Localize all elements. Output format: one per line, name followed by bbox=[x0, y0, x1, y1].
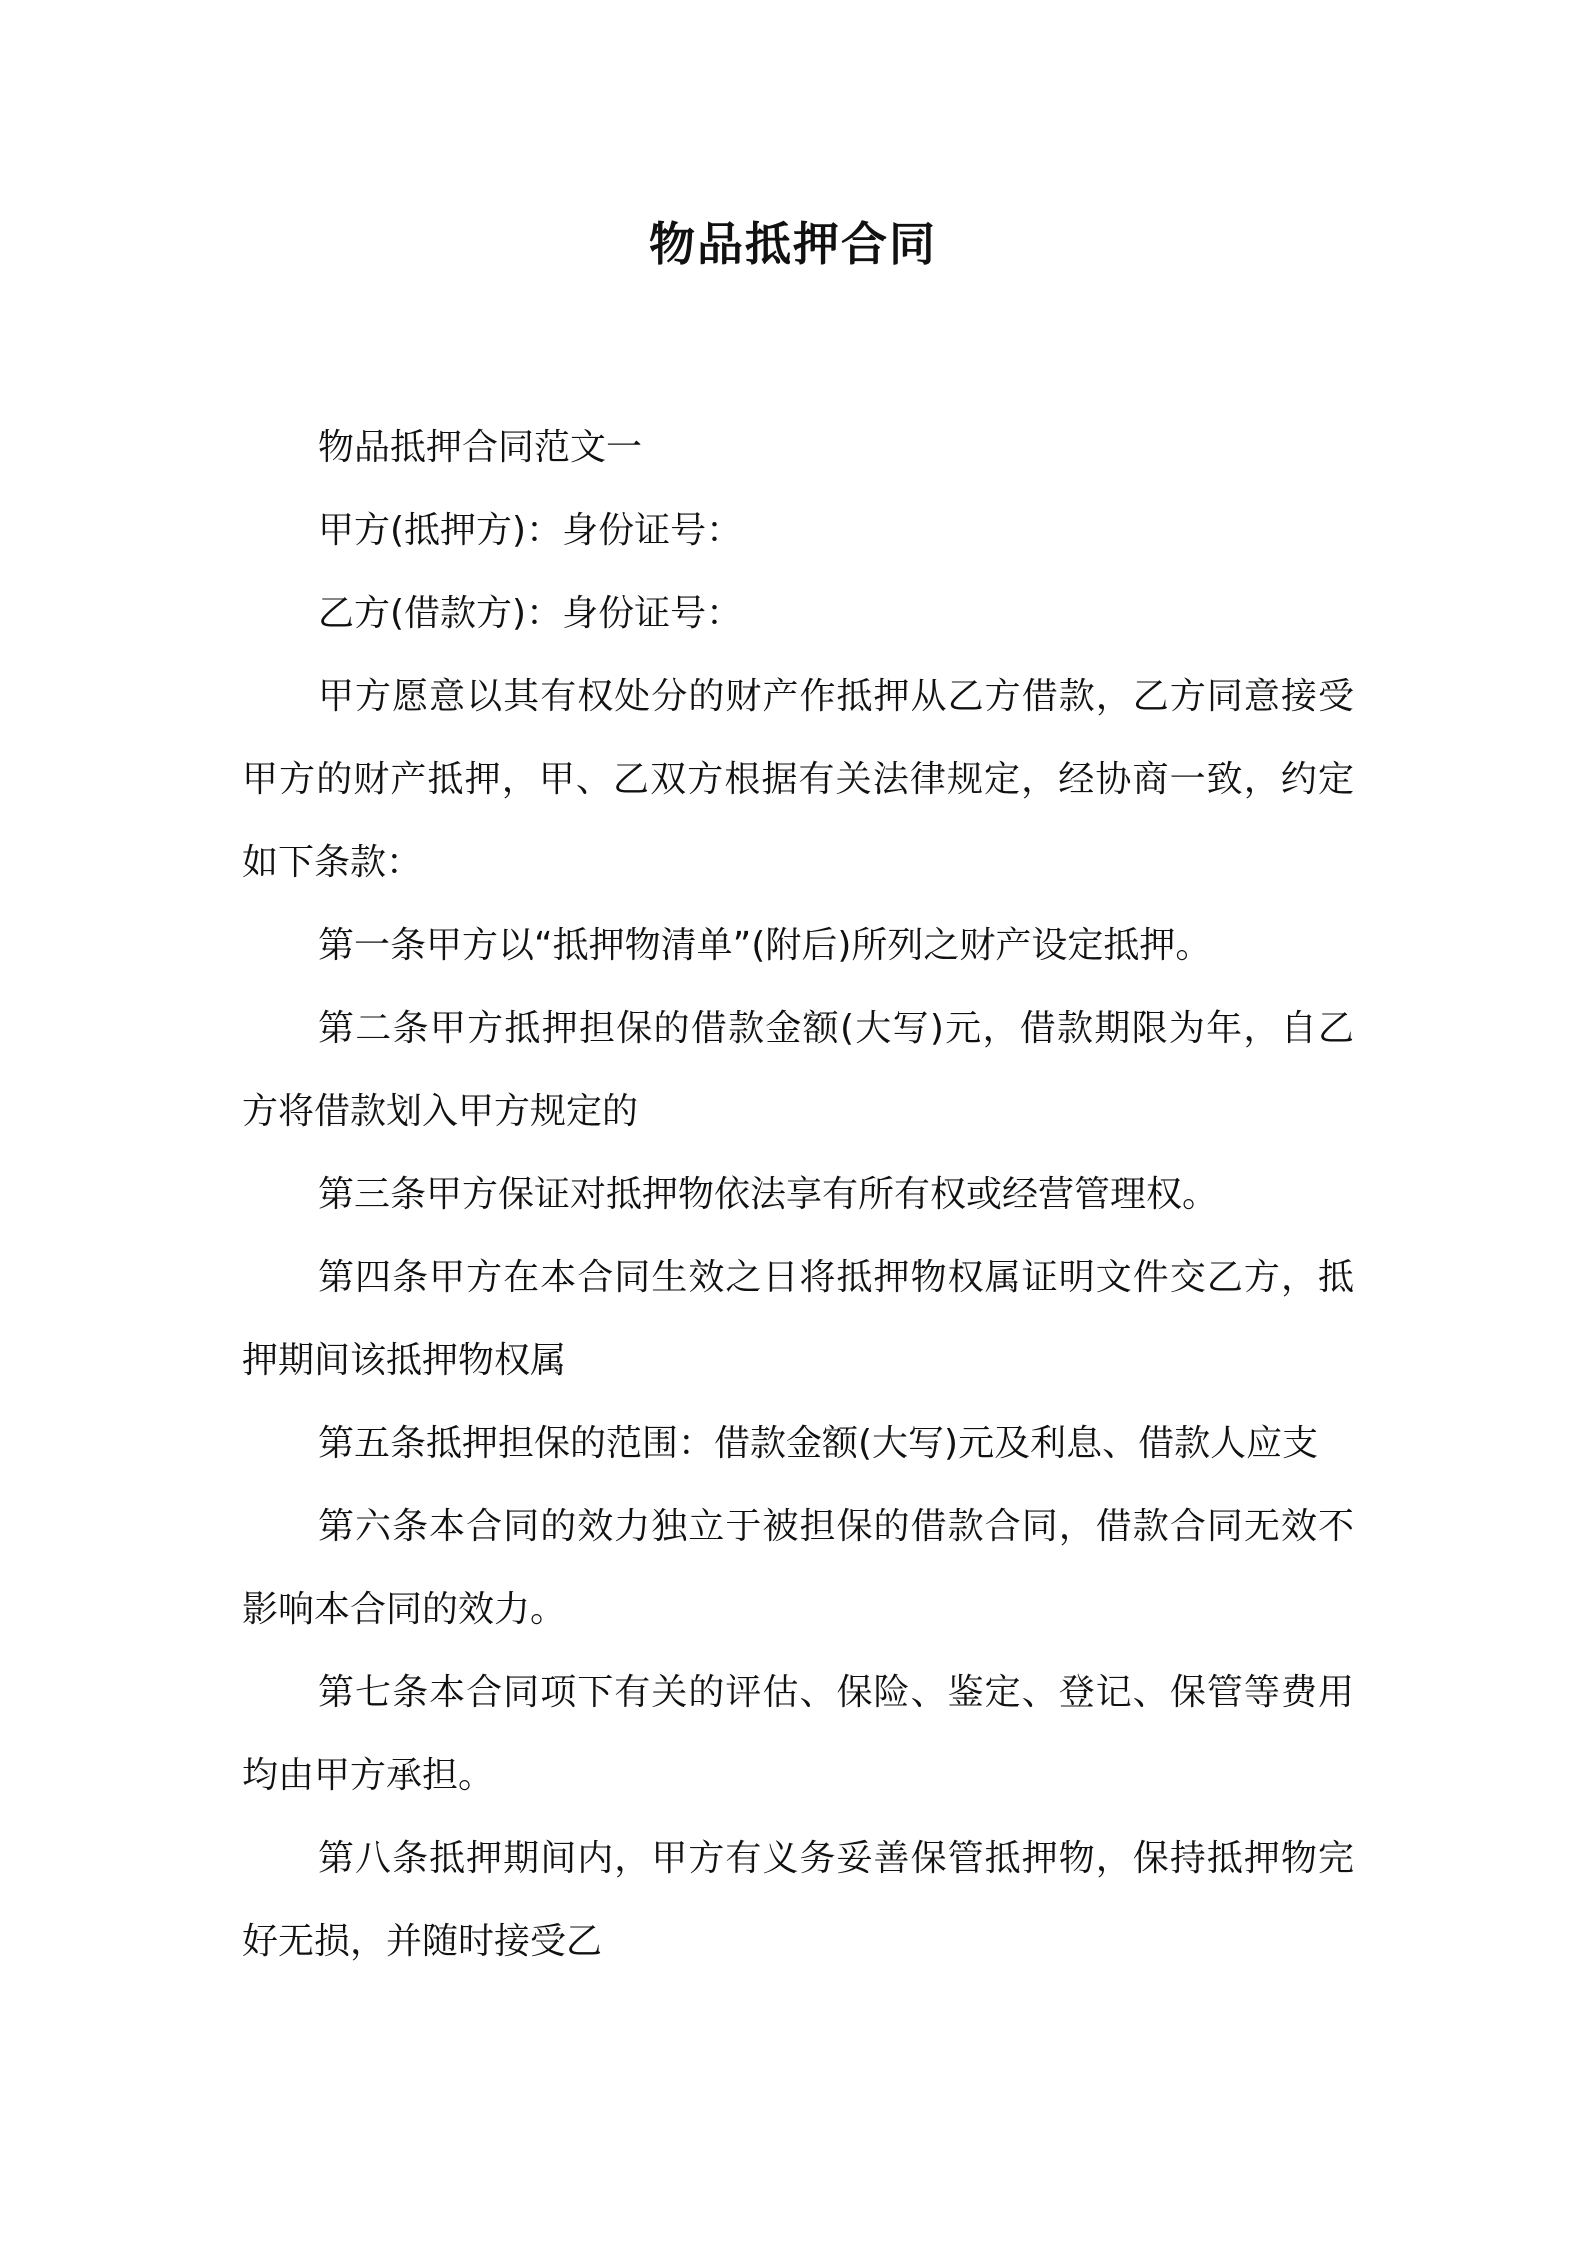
article-3: 第三条甲方保证对抵押物依法享有所有权或经营管理权。 bbox=[318, 1174, 1219, 1215]
party-a-line: 甲方(抵押方)：身份证号： bbox=[318, 510, 743, 551]
article-7: 第七条本合同项下有关的评估、保险、鉴定、登记、保管等费用均由甲方承担。 bbox=[242, 1672, 1354, 1796]
section-heading: 物品抵押合同范文一 bbox=[318, 427, 643, 468]
document-body bbox=[242, 406, 1354, 1983]
article-2: 第二条甲方抵押担保的借款金额(大写)元，借款期限为年，自乙方将借款划入甲方规定的 bbox=[242, 1008, 1354, 1132]
preamble-paragraph: 甲方愿意以其有权处分的财产作抵押从乙方借款，乙方同意接受甲方的财产抵押，甲、乙双方根据有关法律规定，经协商一致，约定如下条款： bbox=[242, 676, 1354, 883]
article-5: 第五条抵押担保的范围：借款金额(大写)元及利息、借款人应支 bbox=[318, 1423, 1319, 1464]
article-6: 第六条本合同的效力独立于被担保的借款合同，借款合同无效不影响本合同的效力。 bbox=[242, 1506, 1354, 1630]
article-4: 第四条甲方在本合同生效之日将抵押物权属证明文件交乙方，抵押期间该抵押物权属 bbox=[242, 1257, 1354, 1381]
article-1: 第一条甲方以“抵押物清单”(附后)所列之财产设定抵押。 bbox=[318, 925, 1212, 966]
article-8: 第八条抵押期间内，甲方有义务妥善保管抵押物，保持抵押物完好无损，并随时接受乙 bbox=[242, 1838, 1354, 1962]
party-b-line: 乙方(借款方)：身份证号： bbox=[318, 593, 743, 634]
document-title: 物品抵押合同 bbox=[649, 217, 937, 271]
